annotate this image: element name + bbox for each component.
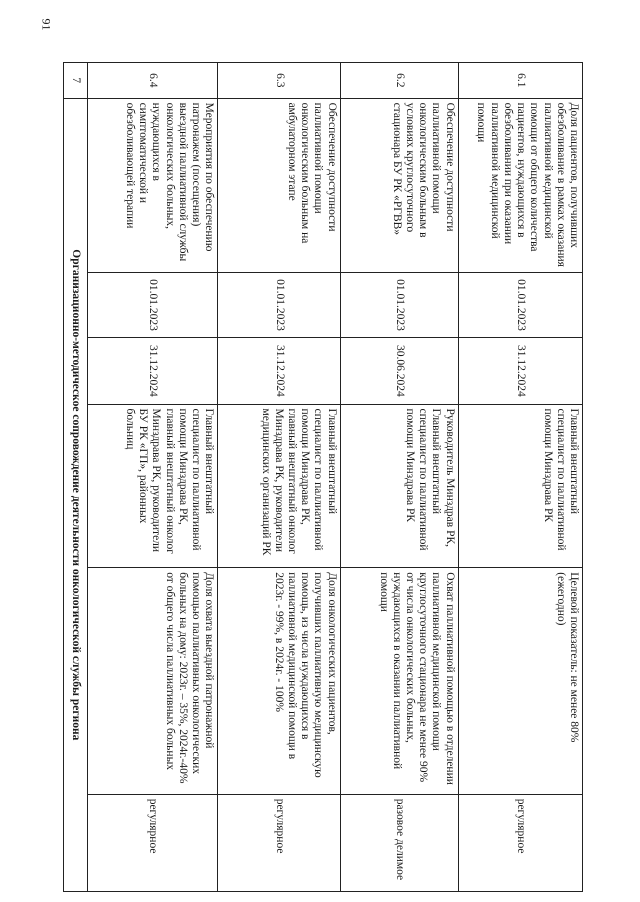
start-date: 01.01.2023: [458, 272, 582, 337]
frequency-cell: регулярное: [87, 794, 218, 891]
section-row: [64, 63, 88, 892]
measure-cell: Обеспечение доступности паллиативной помощи онкологическим больным в условиях круглосуточного стационара БУ РК «РГВВ»: [340, 98, 458, 272]
end-date: 31.12.2024: [218, 338, 340, 404]
result-cell: Целевой показатель: не менее 80% (ежегодно): [458, 568, 582, 795]
responsible-cell: Главный внештатный специалист по паллиативной помощи Минздрава РК, главный внештатный онколог Минздрава РК, руководители медицинских организаций РК: [218, 404, 340, 568]
row-number: 6.3: [218, 63, 340, 99]
result-cell: Доля охвата выездной патронажной помощью паллиативных онкологических больных на дому: 2023г. – 35%, 2024г.-40% от общего числа паллиативных больных: [87, 568, 218, 795]
rotated-table-container: [63, 62, 583, 892]
responsible-cell: Руководитель Минздрав РК, Главный внештатный специалист по паллиативной помощи Минздрава РК: [340, 404, 458, 568]
frequency-cell: регулярное: [458, 794, 582, 891]
result-cell: Охват паллиативной помощью в отделении паллиативной медицинской помощи круглосуточного стационара не менее 90% от числа онкологических больных, нуждающихся в оказании паллиативной помощи: [340, 568, 458, 795]
start-date: 01.01.2023: [87, 272, 218, 337]
end-date: 31.12.2024: [87, 338, 218, 404]
measure-cell: Доля пациентов, получивших обезболивание в рамках оказания паллиативной медицинской помощи от общего количества пациентов, нуждающихся в обезболивании при оказании паллиативной медицинской помощи: [458, 98, 582, 272]
result-cell: Доля онкологических пациентов, получивших паллиативную медицинскую помощь, из числа нуждающихся в паллиативной медицинской помощи в 2023г. - 99%, в 2024г. - 100%: [218, 568, 340, 795]
frequency-cell: регулярное: [218, 794, 340, 891]
table-row: [87, 63, 218, 892]
row-number: 6.2: [340, 63, 458, 99]
row-number: 6.4: [87, 63, 218, 99]
measure-cell: Мероприятия по обеспечению патронажем (посещения) выездной паллиативной службы онкологических больных, нуждающихся в симптоматической и обезболивающей терапии: [87, 98, 218, 272]
end-date: 30.06.2024: [340, 338, 458, 404]
start-date: 01.01.2023: [218, 272, 340, 337]
row-number: 6.1: [458, 63, 582, 99]
responsible-cell: Главный внештатный специалист по паллиативной помощи Минздрава РК: [458, 404, 582, 568]
responsible-cell: Главный внештатный специалист по паллиативной помощи Минздрава РК, главный внештатный онколог Минздрава РК, руководители БУ РК «ГП», районных больниц: [87, 404, 218, 568]
measures-table: [63, 62, 583, 892]
section-number: 7: [64, 63, 88, 99]
start-date: 01.01.2023: [340, 272, 458, 337]
table-row: [458, 63, 582, 892]
measure-cell: Обеспечение доступности паллиативной помощи онкологическим больным на амбулаторном этапе: [218, 98, 340, 272]
section-title: Организационно-методическое сопровождение деятельности онкологической службы региона: [64, 98, 88, 891]
page-number: 91: [39, 18, 54, 30]
end-date: 31.12.2024: [458, 338, 582, 404]
table-row: [218, 63, 340, 892]
table-row: [340, 63, 458, 892]
frequency-cell: разовое делимое: [340, 794, 458, 891]
